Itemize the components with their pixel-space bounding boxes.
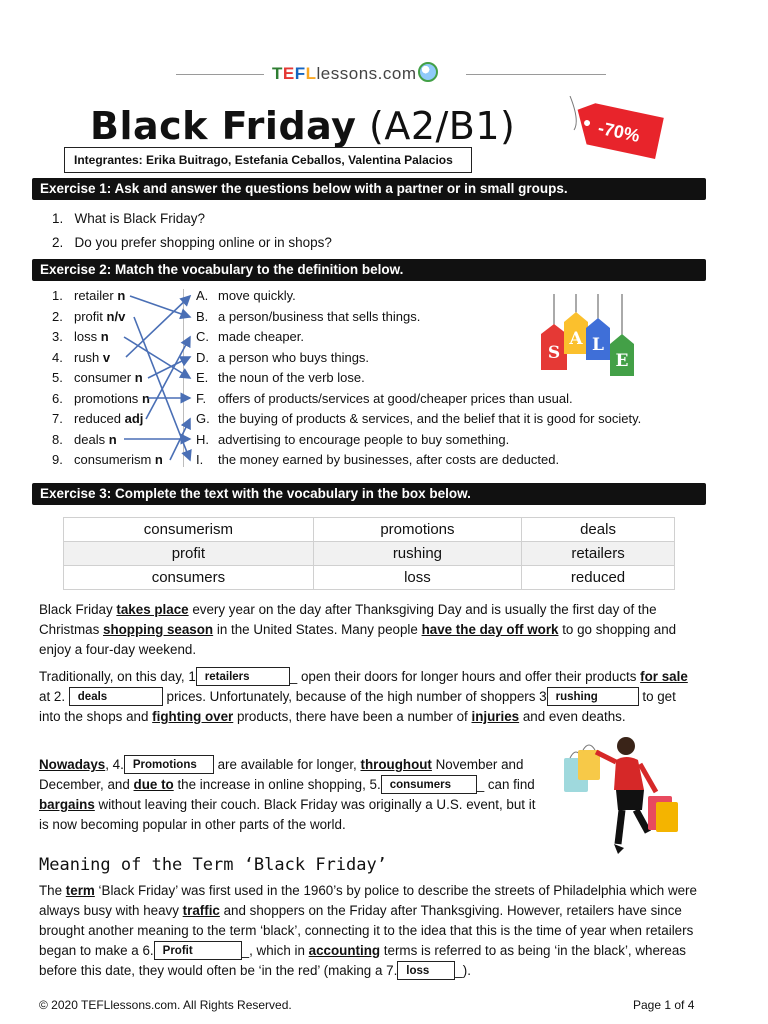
exercise-3-heading: Exercise 3: Complete the text with the vocabulary in the box below. <box>32 483 706 505</box>
word-box-cell: rushing <box>313 542 521 566</box>
names-box: Integrantes: Erika Buitrago, Estefania Ceballos, Valentina Palacios <box>64 147 472 173</box>
paragraph-1: Black Friday takes place every year on the day after Thanksgiving Day and is usually the first day of the Christmas shopping season in the United States. Many people have the day off work to go shopping and enjoy a four-day weekend. <box>39 602 677 657</box>
site-logo: TEFLlessons.com <box>272 62 438 84</box>
word-box-row <box>64 566 675 590</box>
paragraph-3: Nowadays, 4. Promotions are available for longer, throughout November and December, and due to the increase in online shopping, 5. consumers _ can find bargains without leaving their couch. Black Friday was originally a U.S. event, but it is now becoming popular in other parts of the world. <box>39 757 536 832</box>
svg-text:S: S <box>547 343 561 363</box>
globe-icon <box>418 62 438 82</box>
answer-box-1[interactable]: retailers <box>196 667 290 686</box>
word-box-cell: profit <box>64 542 314 566</box>
shopper-illustration <box>560 732 680 862</box>
word-box-row <box>64 518 675 542</box>
word-box-cell: reduced <box>522 566 675 590</box>
definition-item: G. the buying of products & services, and the belief that it is good for society. <box>196 411 642 426</box>
word-box-cell: consumerism <box>64 518 314 542</box>
sale-tag-text: -70% <box>596 117 642 146</box>
word-box-cell: consumers <box>64 566 314 590</box>
sale-tags-icon <box>536 292 646 382</box>
meaning-heading: Meaning of the Term ‘Black Friday’ <box>39 855 387 875</box>
word-box-table <box>63 517 675 590</box>
word-box-cell: deals <box>522 518 675 542</box>
definition-item: E. the noun of the verb lose. <box>196 370 365 385</box>
vocab-item: 9. consumerism n <box>52 452 163 467</box>
answer-box-4[interactable]: Promotions <box>124 755 214 774</box>
svg-text:L: L <box>592 335 604 355</box>
definition-item: D. a person who buys things. <box>196 349 370 365</box>
definition-item: B. a person/business that sells things. <box>196 308 421 324</box>
footer-copyright: © 2020 TEFLlessons.com. All Rights Reserved. <box>39 998 292 1012</box>
svg-text:E: E <box>615 351 629 371</box>
question-2: 2. Do you prefer shopping online or in shops? <box>52 235 332 250</box>
logo-rule-left <box>176 74 264 75</box>
exercise-1-heading: Exercise 1: Ask and answer the questions below with a partner or in small groups. <box>32 178 706 200</box>
logo-rule-right <box>466 74 606 75</box>
match-line-3 <box>124 337 190 378</box>
meaning-paragraph: The term ‘Black Friday’ was first used in the 1960’s by police to describe the streets of Philadelphia which were always busy with heavy traffic and shoppers on the Friday after Thanksgiving. However, retailers have since brought another meaning to the term ‘black’, connecting it to the idea that this is the time of year when retailers began to make a 6. Profit _, which in accounting terms is referred to as being ‘in the black’, whereas before this date, they would often be ‘in the red’ (making a 7. loss _). <box>39 883 697 978</box>
vocab-item: 7. reduced adj <box>52 411 144 426</box>
answer-box-6[interactable]: Profit <box>154 941 242 960</box>
question-1: 1. What is Black Friday? <box>52 211 206 226</box>
answer-box-2[interactable]: deals <box>69 687 163 706</box>
definition-item: I. the money earned by businesses, after costs are deducted. <box>196 452 560 467</box>
vocab-item: 3. loss n <box>52 329 109 344</box>
sale-tag-icon <box>560 96 670 166</box>
footer-page-number: Page 1 of 4 <box>633 998 695 1012</box>
answer-box-3[interactable]: rushing <box>547 687 639 706</box>
match-line-1 <box>130 296 190 317</box>
word-box-cell: retailers <box>522 542 675 566</box>
word-box-row <box>64 542 675 566</box>
answer-box-7[interactable]: loss <box>397 961 455 980</box>
answer-box-5[interactable]: consumers <box>381 775 477 794</box>
vocab-item: 1. retailer n <box>52 288 126 303</box>
vocab-item: 2. profit n/v <box>52 308 126 324</box>
word-box-cell: loss <box>313 566 521 590</box>
definition-item: F. offers of products/services at good/cheaper prices than usual. <box>196 390 573 406</box>
word-box-cell: promotions <box>313 518 521 542</box>
vocab-item: 6. promotions n <box>52 390 150 406</box>
match-line-7 <box>146 337 190 419</box>
matching-lines <box>118 285 198 475</box>
svg-text:A: A <box>569 329 583 349</box>
vocab-item: 8. deals n <box>52 431 117 447</box>
definition-item: A. move quickly. <box>196 288 296 303</box>
definition-item: H. advertising to encourage people to buy something. <box>196 431 510 447</box>
page-title: Black Friday (A2/B1) <box>90 104 516 148</box>
vocab-item: 4. rush v <box>52 349 111 365</box>
definition-item: C. made cheaper. <box>196 329 305 344</box>
vocab-item: 5. consumer n <box>52 370 143 385</box>
paragraph-2: Traditionally, on this day, 1 retailers _ open their doors for longer hours and offer their products for sale at 2. deals prices. Unfortunately, because of the high number of shoppers 3 rushing to get into the shops and fighting over products, there have been a number of injuries and even deaths. <box>39 669 688 724</box>
exercise-2-heading: Exercise 2: Match the vocabulary to the definition below. <box>32 259 706 281</box>
